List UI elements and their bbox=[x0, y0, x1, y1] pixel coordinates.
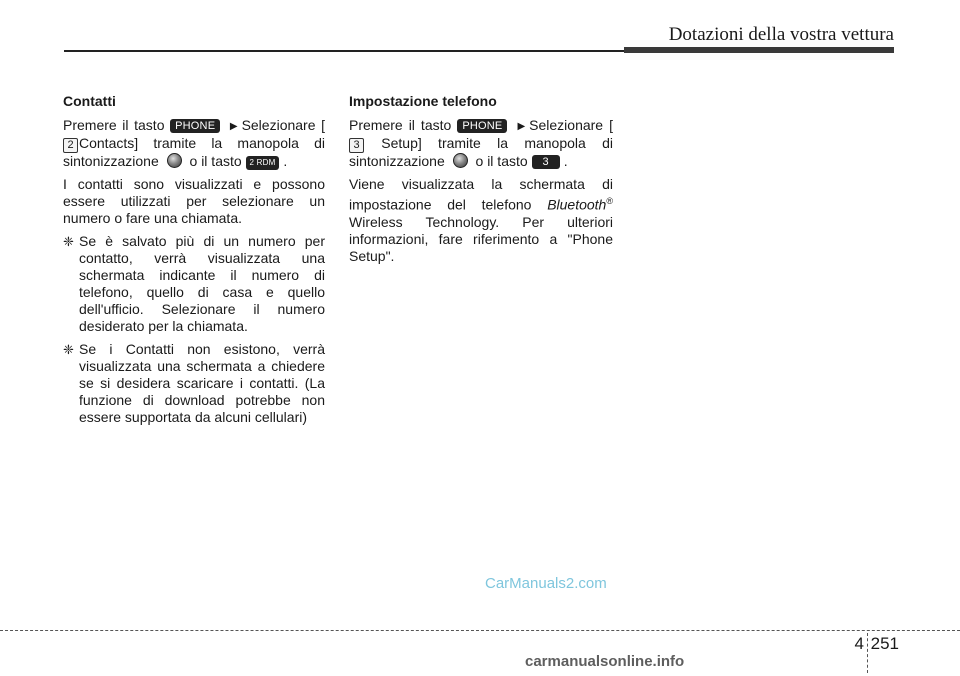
phone-setup-instructions bbox=[349, 117, 613, 170]
note-icon: ❈ bbox=[63, 342, 74, 357]
chapter-number: 4 bbox=[854, 634, 864, 653]
phone-setup-heading: Impostazione telefono bbox=[349, 93, 497, 109]
note-text: Se è salvato più di un numero per contatto, verrà visualizzata una schermata indicante il numero di telefono, quello di casa e quello dell'ufficio. Selezionare il numero desiderato per la chiamata. bbox=[79, 233, 325, 334]
text: Viene visualizzata la schermata di impostazione del telefono bbox=[349, 176, 613, 213]
contacts-instructions bbox=[63, 117, 325, 170]
text: . bbox=[283, 153, 288, 169]
text: o il tasto bbox=[189, 153, 242, 169]
text: . bbox=[563, 153, 568, 169]
number-2-icon: 2 bbox=[63, 138, 78, 153]
tune-knob-icon bbox=[453, 153, 468, 168]
note-no-contacts bbox=[63, 341, 325, 426]
note-multiple-numbers bbox=[63, 233, 325, 335]
arrow-right-icon: ▶ bbox=[229, 121, 238, 132]
contacts-heading: Contatti bbox=[63, 93, 116, 109]
text: Selezionare [ bbox=[241, 117, 326, 133]
page-header-title: Dotazioni della vostra vettura bbox=[668, 24, 894, 45]
left-column bbox=[63, 93, 325, 432]
text: Setup] tramite la manopola di sintonizzazione bbox=[349, 135, 613, 169]
footer-rule bbox=[0, 630, 960, 631]
rdm-key-icon: 2 RDM bbox=[246, 156, 280, 170]
text: Contacts] tramite la manopola di sintonizzazione bbox=[63, 135, 325, 169]
text: Premere il tasto bbox=[349, 117, 452, 133]
page-number: 251 bbox=[870, 634, 899, 653]
phone-key-icon: PHONE bbox=[457, 119, 507, 133]
page-divider bbox=[867, 633, 868, 673]
watermark: CarManuals2.com bbox=[485, 575, 607, 592]
number-3-icon: 3 bbox=[349, 138, 364, 153]
text: o il tasto bbox=[475, 153, 528, 169]
note-text: Se i Contatti non esistono, verrà visualizzata una schermata a chiedere se si desidera scaricare i contatti. (La funzione di download potrebbe non essere supportata da alcuni cellulari) bbox=[79, 341, 325, 425]
note-icon: ❈ bbox=[63, 234, 74, 249]
footer-brand: carmanualsonline.info bbox=[525, 653, 685, 670]
phone-key-icon: PHONE bbox=[170, 119, 220, 133]
header-rule-accent bbox=[624, 47, 894, 53]
text: Wireless Technology. Per ulteriori informazioni, fare riferimento a "Phone Setup". bbox=[349, 213, 613, 264]
key-3-icon: 3 bbox=[532, 155, 560, 169]
contacts-description: I contatti sono visualizzati e possono essere utilizzati per selezionare un numero o fare una chiamata. bbox=[63, 176, 325, 226]
registered-mark: ® bbox=[606, 196, 613, 206]
text: Premere il tasto bbox=[63, 117, 165, 133]
phone-setup-description bbox=[349, 176, 613, 265]
text: Selezionare [ bbox=[529, 117, 613, 133]
tune-knob-icon bbox=[167, 153, 182, 168]
bluetooth-text: Bluetooth bbox=[547, 196, 607, 213]
right-column bbox=[349, 93, 613, 271]
arrow-right-icon: ▶ bbox=[517, 121, 526, 132]
